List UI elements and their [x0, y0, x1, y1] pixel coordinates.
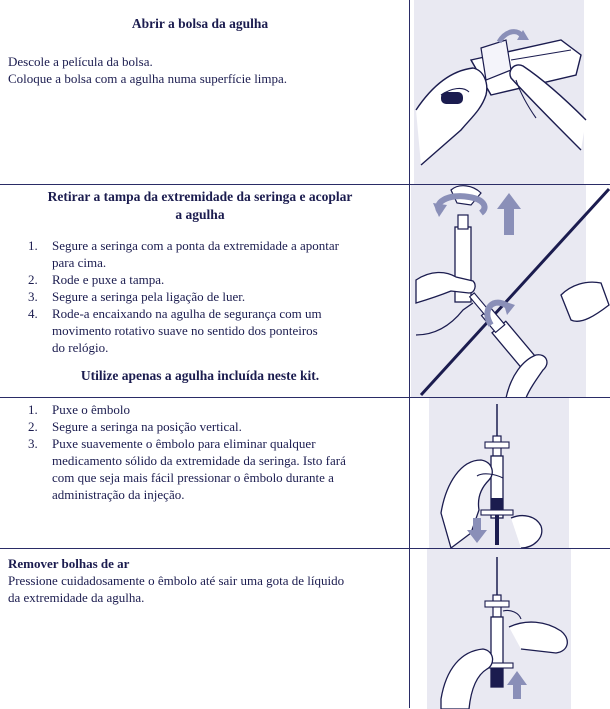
text-line: Rode e puxe a tampa.: [52, 272, 165, 287]
step-number: 1.: [28, 402, 38, 417]
text-line: da extremidade da agulha.: [8, 590, 145, 605]
list-item: [28, 435, 403, 503]
list-item: [28, 305, 403, 356]
text-line: Rode-a encaixando na agulha de segurança com um: [52, 306, 322, 321]
section-attach-needle: [0, 184, 610, 398]
kit-note: Utilize apenas a agulha incluída neste kit.: [80, 368, 320, 383]
illustration-open-pouch: [411, 0, 610, 184]
list-item: [28, 288, 403, 305]
section-text: [8, 555, 406, 606]
section-text: [8, 53, 287, 87]
illustration-remove-air: [411, 549, 610, 709]
list-item: [28, 401, 403, 418]
text-line: Segure a seringa na posição vertical.: [52, 419, 242, 434]
section-heading: [0, 188, 400, 224]
text-line: Coloque a bolsa com a agulha numa superfície limpa.: [8, 71, 288, 86]
illustration-pull-plunger: [411, 398, 610, 549]
text-line: Segure a seringa com a ponta da extremidade a apontar: [52, 238, 339, 253]
section-open-pouch: [0, 0, 610, 184]
text-line: do relógio.: [52, 340, 109, 355]
list-item: [28, 237, 403, 271]
heading-line: a agulha: [175, 207, 225, 222]
list-item: [28, 271, 403, 288]
list-item: [28, 418, 403, 435]
section-heading: Abrir a bolsa da agulha: [131, 16, 269, 31]
section-heading: Remover bolhas de ar: [8, 556, 130, 571]
step-number: 3.: [28, 289, 38, 304]
text-line: Puxe suavemente o êmbolo para eliminar qualquer: [52, 436, 316, 451]
step-number: 2.: [28, 272, 38, 287]
text-line: com que seja mais fácil pressionar o êmbolo durante a: [52, 470, 334, 485]
steps-list: [28, 237, 403, 356]
text-line: Pressione cuidadosamente o êmbolo até sair uma gota de líquido: [8, 573, 345, 588]
step-number: 4.: [28, 306, 38, 321]
text-line: Segure a seringa pela ligação de luer.: [52, 289, 246, 304]
text-line: administração da injeção.: [52, 487, 185, 502]
text-line: medicamento sólido da extremidade da seringa. Isto fará: [52, 453, 346, 468]
step-number: 2.: [28, 419, 38, 434]
text-line: movimento rotativo suave no sentido dos ponteiros: [52, 323, 318, 338]
steps-list: [28, 401, 403, 503]
heading-line: Retirar a tampa da extremidade da seringa e acoplar: [47, 189, 353, 204]
section-pull-plunger: [0, 397, 610, 549]
step-number: 3.: [28, 436, 38, 451]
step-number: 1.: [28, 238, 38, 253]
illustration-attach-needle: [411, 185, 610, 398]
text-line: Puxe o êmbolo: [52, 402, 130, 417]
text-line: Descole a película da bolsa.: [8, 54, 153, 69]
section-remove-air: [0, 548, 610, 709]
text-line: para cima.: [52, 255, 107, 270]
